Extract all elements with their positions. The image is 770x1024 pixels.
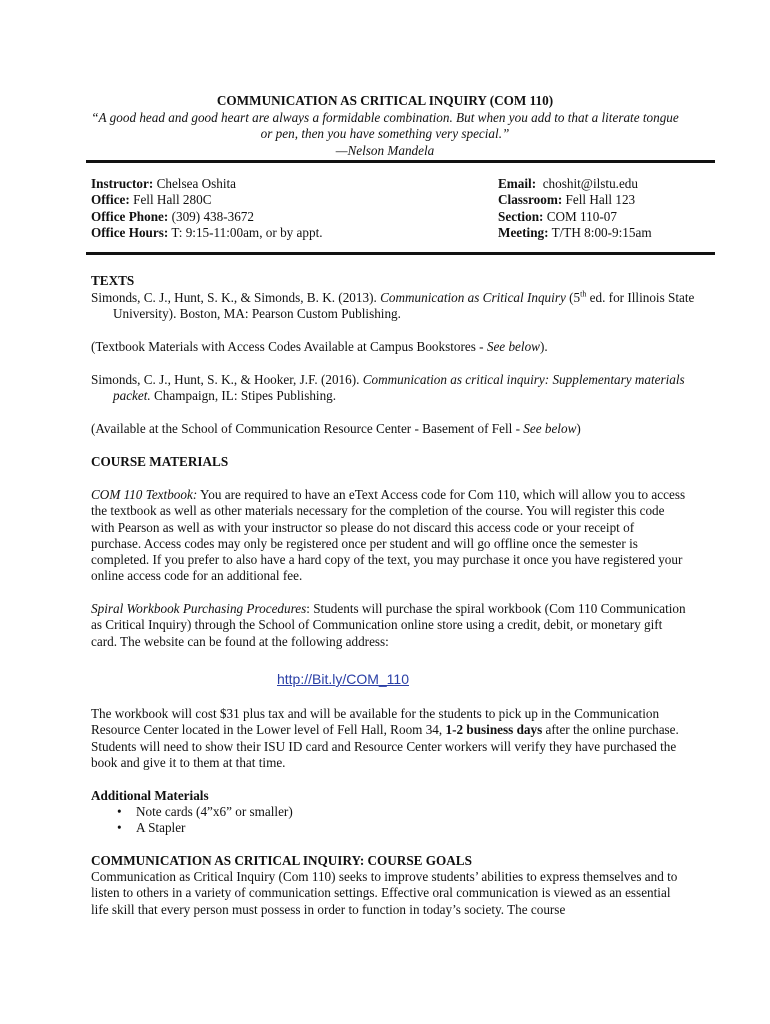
epigraph-quote: “A good head and good heart are always a formidable combination. But when you add to that a literate tongue or pen, then you have something very special.” — [91, 110, 679, 142]
office-phone-line: Office Phone: (309) 438-3672 — [91, 208, 254, 224]
list-item: • Note cards (4”x6” or smaller) — [117, 804, 293, 819]
etext-paragraph: COM 110 Textbook: You are required to have an eText Access code for Com 110, which will allow you to access the textbook as well as other materials necessary for the completion of the course. You will register this code with Pearson as well as with your instructor so please do not discard this access code or your receipt of purchase. Access codes may only be registered once per student and will go offline once the semester is completed. If you prefer to also have a hard copy of the text, you may purchase it once you have registered your online access code for an additional fee. — [91, 487, 686, 584]
texts-heading: TEXTS — [91, 273, 135, 288]
course-goals-paragraph: Communication as Critical Inquiry (Com 110) seeks to improve students’ abilities to express themselves and to listen to others in a variety of communication settings. Effective oral communication is viewed as an essential life skill that every person must possess in order to function in today’s society. The course — [91, 869, 678, 917]
info-divider — [86, 252, 715, 255]
meeting-line: Meeting: T/TH 8:00-9:15am — [498, 224, 652, 240]
course-goals-heading: COMMUNICATION AS CRITICAL INQUIRY: COURSE GOALS — [91, 853, 472, 868]
workbook-link-container — [0, 671, 686, 688]
instructor-line: Instructor: Chelsea Oshita — [91, 176, 237, 191]
office-hours-line: Office Hours: T: 9:15-11:00am, or by appt. — [91, 224, 323, 240]
office-line: Office: Fell Hall 280C — [91, 192, 212, 208]
workbook-paragraph: Spiral Workbook Purchasing Procedures: Students will purchase the spiral workbook (Com 110 Communication as Critical Inquiry) through the School of Communication online store using a credit, debit, or monetary gift card. The website can be found at the following address: — [91, 601, 686, 649]
course-materials-heading: COURSE MATERIALS — [91, 454, 229, 469]
section-line: Section: COM 110-07 — [498, 208, 617, 224]
additional-materials-heading: Additional Materials — [91, 788, 209, 803]
textbook-availability-note: (Textbook Materials with Access Codes Available at Campus Bookstores - See below). — [91, 339, 548, 354]
instructor-info — [91, 176, 323, 241]
class-info — [498, 176, 652, 241]
bullet-icon: • — [117, 820, 122, 836]
reference-textbook: Simonds, C. J., Hunt, S. K., & Simonds, B. K. (2013). Communication as Critical Inquiry (5th ed. for Illinois State University). Boston, MA: Pearson Custom Publishing. — [91, 289, 695, 322]
top-divider — [86, 160, 715, 163]
additional-materials-list — [91, 804, 686, 837]
bullet-icon: • — [117, 804, 122, 819]
workbook-cost-paragraph: The workbook will cost $31 plus tax and will be available for the students to pick up in the Communication Resource Center located in the Lower level of Fell Hall, Room 34, 1-2 business days after the online purchase. Students will need to show their ISU ID card and Resource Center workers will verify they have purchased the book and give it to them at that time. — [91, 706, 679, 770]
epigraph-author: —Nelson Mandela — [335, 143, 435, 158]
email-line: Email: choshit@ilstu.edu — [498, 176, 638, 191]
classroom-line: Classroom: Fell Hall 123 — [498, 192, 636, 208]
reference-supplement: Simonds, C. J., Hunt, S. K., & Hooker, J.F. (2016). Communication as critical inquiry: Supplementary materials packet. Champaign, IL: Stipes Publishing. — [91, 372, 685, 404]
supplement-availability-note: (Available at the School of Communication Resource Center - Basement of Fell - See below) — [91, 421, 581, 436]
workbook-store-link[interactable]: http://Bit.ly/COM_110 — [276, 671, 409, 687]
course-title: COMMUNICATION AS CRITICAL INQUIRY (COM 110) — [216, 93, 554, 108]
list-item: • A Stapler — [117, 820, 186, 836]
